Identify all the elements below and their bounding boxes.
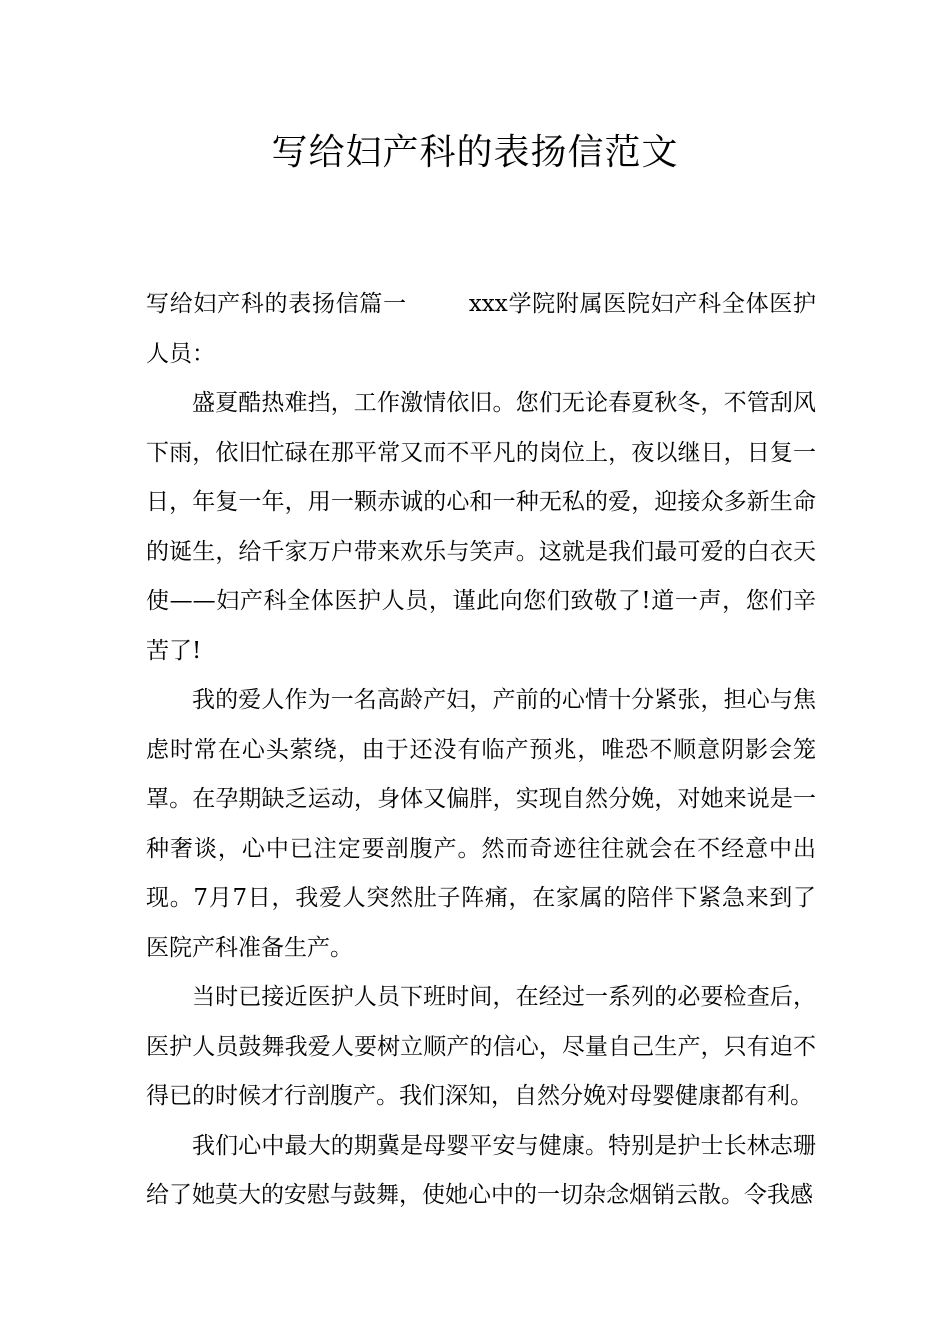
letter-recipient: xxx学院附属医院妇产科全体医护人员： — [146, 291, 816, 367]
letter-body — [146, 280, 816, 1221]
paragraph-3: 当时已接近医护人员下班时间，在经过一系列的必要检查后，医护人员鼓舞我爱人要树立顺产的信心，尽量自己生产，只有迫不得已的时候才行剖腹产。我们深知，自然分娩对母婴健康都有利。 — [146, 984, 816, 1109]
salutation-line — [146, 280, 816, 379]
letter-heading: 写给妇产科的表扬信篇一 — [146, 291, 407, 317]
paragraph-2: 我的爱人作为一名高龄产妇，产前的心情十分紧张，担心与焦虑时常在心头萦绕，由于还没有临产预兆，唯恐不顺意阴影会笼罩。在孕期缺乏运动，身体又偏胖，实现自然分娩，对她来说是一种奢谈，心中已注定要剖腹产。然而奇迹往往就会在不经意中出现。7月7日，我爱人突然肚子阵痛，在家属的陪伴下紧急来到了医院产科准备生产。 — [146, 687, 816, 961]
paragraph-4: 我们心中最大的期冀是母婴平安与健康。特别是护士长林志珊给了她莫大的安慰与鼓舞，使她心中的一切杂念烟销云散。令我感 — [146, 1132, 816, 1208]
paragraph-1: 盛夏酷热难挡，工作激情依旧。您们无论春夏秋冬，不管刮风下雨，依旧忙碌在那平常又而不平凡的岗位上，夜以继日，日复一日，年复一年，用一颗赤诚的心和一种无私的爱，迎接众多新生命的诞生，给千家万户带来欢乐与笑声。这就是我们最可爱的白衣天使——妇产科全体医护人员，谨此向您们致敬了!道一声，您们辛苦了! — [146, 390, 816, 664]
document-title: 写给妇产科的表扬信范文 — [271, 132, 679, 173]
